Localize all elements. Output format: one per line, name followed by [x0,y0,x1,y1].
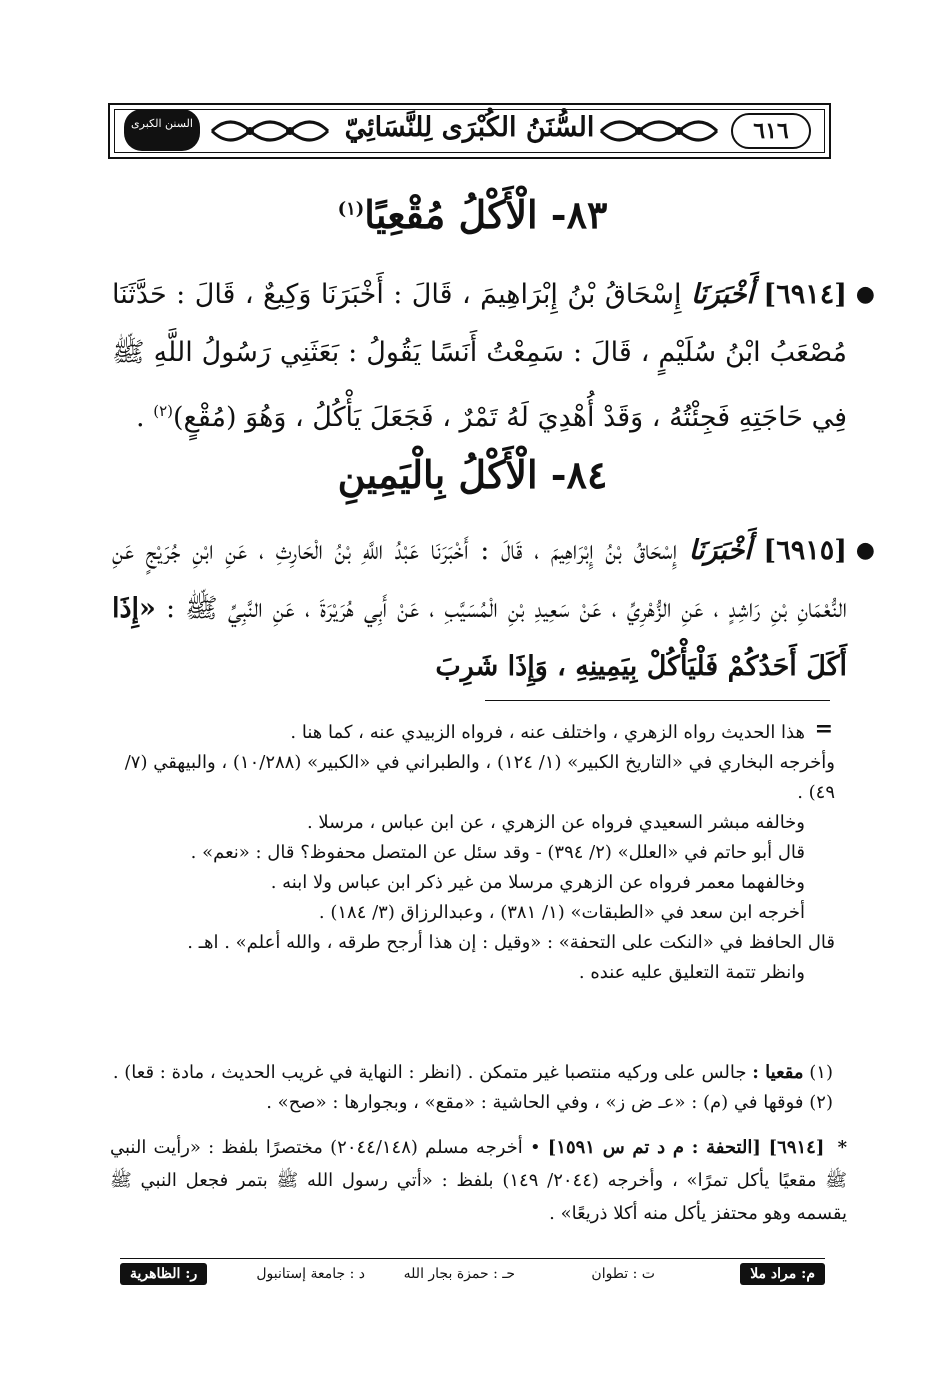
footnote-number: (١) [809,1062,833,1083]
hadith-text: إِسْحَاقُ بْنُ إِبْرَاهِيمَ ، قَالَ : أَخْبَرَنَا عَبْدُ اللَّهِ بْنُ الْحَارِثِ ، عَنِ ابْنِ جُرَيْجٍ عَنِ النُّعْمَانِ بْنِ رَاشِدٍ ، عَنِ الزُّهْرِيِّ ، عَنْ سَعِيدِ بْنِ الْمُسَيَّبِ ، عَنْ أَبِي هُرَيْرَةَ ، عَنِ النَّبِيِّ ﷺ : [112,535,847,624]
footnote-line: هذا الحديث رواه الزهري ، واختلف عنه ، فرواه الزبيدي عنه ، كما هنا . [290,722,805,743]
manuscript-legend [120,1260,825,1294]
akhbarana-word: أَخْبَرَنَا [688,535,752,566]
footnote-ref: (١) [337,198,365,220]
footnote-line: قال الحافظ في «النكت على التحفة» : «وقيل : إن هذا أرجح طرقه ، والله أعلم» . اهـ . [187,932,835,953]
hadith-paragraph [112,266,875,447]
footnote-line: وانظر تتمة التعليق عليه عنده . [578,962,805,983]
footnote-term: مقعيا : [752,1062,804,1083]
chapter-title: ٨٣- الْأَكْلُ مُقْعِيًا [364,192,608,237]
chapter-heading [100,452,845,497]
hadith-paragraph [112,522,875,696]
footnote-item [110,1088,833,1118]
hadith-text: إِسْحَاقُ بْنُ إِبْرَاهِيمَ ، قَالَ : أَخْبَرَنَا وَكِيعٌ ، قَالَ : حَدَّثَنَا مُصْعَبُ ابْنُ سُلَيْمٍ ، قَالَ : سَمِعْتُ أَنَسًا يَقُولُ : بَعَثَنِي رَسُولُ اللَّهِ ﷺ فِي حَاجَتِهِ فَجِئْتُهُ ، وَقَدْ أُهْدِيَ لَهُ تَمْرٌ ، فَجَعَلَ يَأْكُلُ ، وَهُوَ (مُقْعٍ) [112,279,847,433]
footnote-line: وخالفهما معمر فرواه عن الزهري مرسلا من غير ذكر ابن عباس ولا ابنه . [270,872,805,893]
bullet-icon: ● [855,538,875,563]
footnotes [110,1058,833,1118]
tuhfa-text: • أخرجه مسلم (٢٠٤٤/١٤٨) مختصرًا بلفظ : «رأيت النبي ﷺ مقعيًا يأكل تمرًا» ، وأخرجه (٢٠٤٤/ ١٤٩) بلفظ : «أتي رسول الله ﷺ بتمر فجعل النبي ﷺ يقسمه وهو محتفز يأكل منه أكلا ذريعًا» . [110,1137,847,1224]
footnote-divider [485,700,830,701]
hadith-number: [٦٩١٤] [763,279,847,310]
footnote-continuation [110,718,835,988]
legend-m: م: مراد ملا [740,1263,825,1285]
chapter-heading [100,192,845,237]
footnote-item [110,1058,833,1088]
header-banner [108,103,831,159]
ornament-left-icon [210,111,330,151]
legend-r: ر: الظاهرية [120,1263,207,1285]
page-number: ٦١٦ [731,113,811,149]
footnote-number: (٢) [809,1092,833,1113]
book-seal-logo: السنن الكبرى [124,109,200,151]
hadith-number: [٦٩١٥] [763,535,847,566]
star-icon: * [837,1137,847,1158]
legend-h: حـ : حمزة بجار الله [403,1266,515,1282]
footnote-text: جالس على وركيه منتصبا غير متمكن . (انظر : النهاية في غريب الحديث ، مادة : قعا) . [112,1062,747,1083]
footnote-line: وخالفه مبشر السعيدي فرواه عن الزهري ، عن ابن عباس ، مرسلا . [306,812,805,833]
footnote-line: قال أبو حاتم في «العلل» (٢/ ٣٩٤) - وقد سئل عن المتصل محفوظ؟ قال : «نعم» . [190,842,805,863]
bottom-divider [120,1258,825,1259]
legend-d: د : جامعة إستانبول [256,1266,365,1282]
ornament-right-icon [599,111,719,151]
footnote-ref: (٢) [153,402,173,420]
akhbarana-word: أَخْبَرَنَا [690,279,754,310]
tuhfa-ref: [٦٩١٤] [التحفة : م د تم س ١٥٩١] [547,1137,825,1158]
footnote-line: وأخرجه البخاري في «التاريخ الكبير» (١/ ١٢٤) ، والطبراني في «الكبير» (١٠/٢٨٨) ، والبيهقي (٧/ ٤٩) . [124,752,835,803]
continuation-marker: = [814,716,833,742]
hadith-end: . [136,402,154,433]
legend-t: ت : تطوان [591,1266,655,1282]
prophetic-saying: «إِذَا أَكَلَ أَحَدُكُمْ فَلْيَأْكُلْ بِيَمِينِهِ ، وَإِذَا شَرِبَ [112,593,847,682]
footnote-line: أخرجه ابن سعد في «الطبقات» (١/ ٣٨١) ، وعبدالرزاق (٣/ ١٨٤) . [318,902,805,923]
tuhfa-note [110,1131,847,1230]
chapter-title: ٨٤- الْأَكْلُ بِالْيَمِينِ [337,452,608,497]
footnote-text: فوقها في (م) : «عـ ض ز» ، وفي الحاشية : «مقع» ، وبجوارها : «صح» . [266,1092,804,1113]
book-title: السُّنَنُ الكُبْرَى لِلنَّسَائِيّ [344,112,595,143]
bullet-icon: ● [855,282,875,307]
